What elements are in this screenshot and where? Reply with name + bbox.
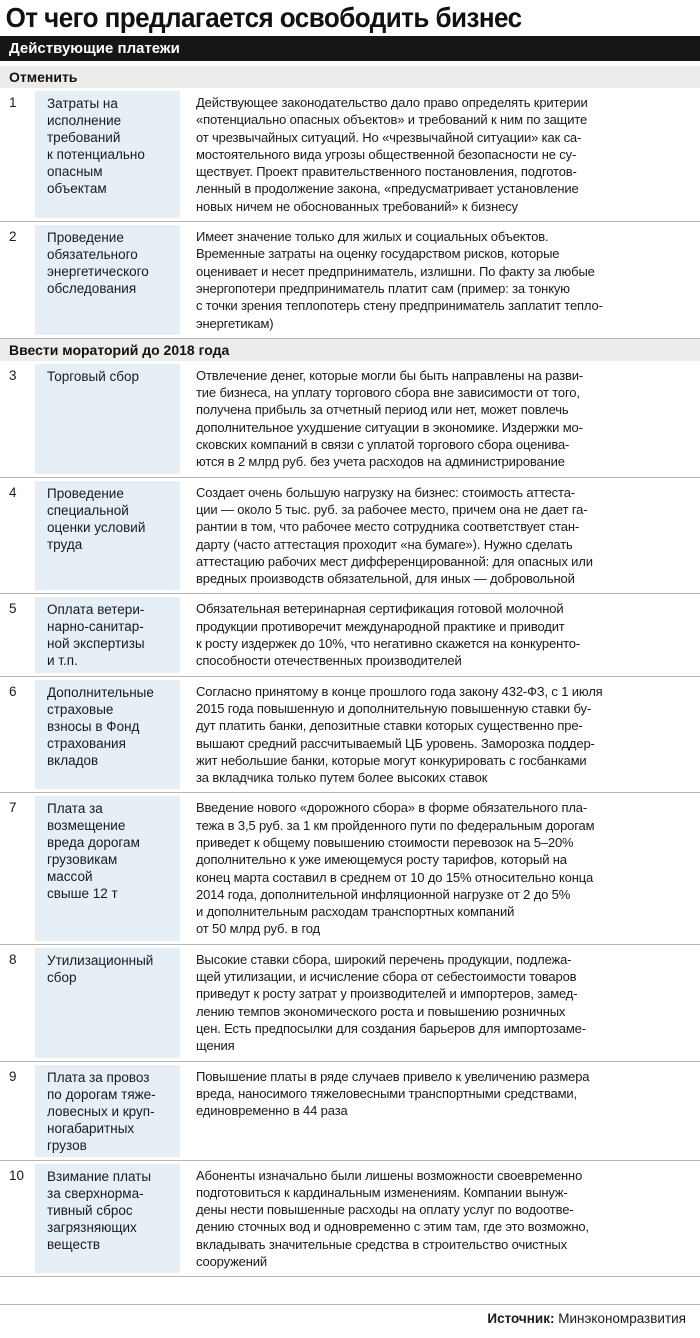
row-number: 9 [9,1068,17,1084]
payment-description: Действующее законодательство дало право определять критерии «потенциально опасных объектов» и требований к ним по защите от чрезвычайных ситуаций. Но «чрезвычайной ситуации» как са- мостоятельного вида угрозы общественной безопасности не су- ществует. Проект правительственного постановления, подготов- ленный в продолжение закона, «предусматривает установление новых ничем не обоснованных требований» к бизнесу [196,95,588,214]
row-number: 4 [9,484,17,500]
payment-name: Торговый сбор [35,364,180,474]
payment-description: Абоненты изначально были лишены возможности своевременно подготовиться к кардинальным изменениям. Компании вынуж- дены нести повышенные расходы на оплату услуг по водоотве- дению сточных вод и одновременно с этим там, где это возможно, вкладывать значительные средства в строительство очистных сооружений [196,1167,589,1270]
section-header: Ввести мораторий до 2018 года [0,339,700,361]
payment-name: Оплата ветери- нарно-санитар- ной экспертизы и т.п. [35,597,180,672]
payment-name: Плата за провоз по дорогам тяже- ловесных и круп- ногабаритных грузов [35,1065,180,1157]
table-row [0,1062,700,1161]
page-title: От чего предлагается освободить бизнес [5,2,522,33]
payment-name: Плата за возмещение вреда дорогам грузовикам массой свыше 12 т [35,796,180,940]
table-row [0,88,700,222]
payment-description: Создает очень большую нагрузку на бизнес: стоимость аттеста- ции — около 5 тыс. руб. за рабочее место, причем она не дает га- рантии в том, что рабочее место сотрудника соответствует стан- дарту (часто аттестация проходит «на бумаге»). Нужно сделать аттестацию рабочих мест дифференцированной: для опасных или вредных производств обязательной, для иных — добровольной [196,484,593,587]
payment-description: Согласно принятому в конце прошлого года закону 432-ФЗ, с 1 июля 2015 года повышенную и дополнительную повышенную ставки бу- дут платить банки, депозитные ставки которых существенно пре- вышают средний рассчитываемый ЦБ уровень. Заморозка поддер- жит небольшие банки, которые могут конкурировать с госбанками за вкладчика только путем более высоких ставок [196,683,603,786]
row-number: 2 [9,229,17,245]
row-number: 5 [9,601,17,617]
row-number: 7 [9,800,17,816]
source-label: Источник: [487,1311,555,1326]
footer-divider [0,1304,700,1305]
payment-name: Затраты на исполнение требований к потенциально опасным объектам [35,91,180,218]
header-bar: Действующие платежи [0,36,700,61]
payment-description: Высокие ставки сбора, широкий перечень продукции, подлежа- щей утилизации, и исчисление сбора от себестоимости товаров приведут к росту затрат у производителей и импортеров, замед- лению темпов экономического роста и повышению розничных цен. Есть предпосылки для создания барьеров для импортозаме- щения [196,951,586,1054]
payment-description: Введение нового «дорожного сбора» в форме обязательного пла- тежа в 3,5 руб. за 1 км пройденного пути по федеральным дорогам приведет к общему повышению стоимости перевозок на 5–20% дополнительно к уже имеющемуся росту тарифов, который на конец марта составил в среднем от 10 до 15% относительно конца 2014 года, дополнительной инфляционной нагрузке от 2 до 5% и дополнительным расходам транспортных компаний от 50 млрд руб. в год [196,800,595,937]
row-number: 6 [9,683,17,699]
payment-description: Повышение платы в ряде случаев привело к увеличению размера вреда, наносимого тяжеловесными транспортными средствами, единовременно в 44 раза [196,1068,590,1119]
table-row [0,478,700,595]
source-note [487,1311,686,1326]
row-number: 10 [9,1167,25,1183]
table-row [0,945,700,1062]
row-number: 3 [9,367,17,383]
payments-table [0,66,700,1277]
table-row [0,793,700,944]
payment-name: Проведение обязательного энергетического обследования [35,225,180,335]
source-value: Минэкономразвития [558,1311,686,1326]
table-row [0,677,700,794]
row-number: 8 [9,951,17,967]
payment-name: Дополнительные страховые взносы в Фонд страхования вкладов [35,680,180,790]
payment-description: Отвлечение денег, которые могли бы быть направлены на разви- тие бизнеса, на уплату торгового сбора вне зависимости от того, получена прибыль за отчетный период или нет, может повлечь дополнительное ухудшение ситуации в экономике. Издержки мо- сковских компаний в связи с уплатой торгового сбора оценива- ются в 2 млрд руб. без учета расходов на администрирование [196,367,584,470]
payment-description: Имеет значение только для жилых и социальных объектов. Временные затраты на оценку государством рисков, которые оценивает и несет предприниматель, излишни. По факту за любые энергопотери предприниматель платит сам (пример: за тонкую с точки зрения теплопотерь стену предприниматель заплатит тепло- энергетикам) [196,229,603,331]
payment-name: Утилизационный сбор [35,948,180,1058]
payment-description: Обязательная ветеринарная сертификация готовой молочной продукции противоречит международной практике и приводит к росту издержек до 10%, что негативно скажется на конкуренто- способности отечественных производителей [196,601,581,669]
row-number: 1 [9,95,17,110]
payment-name: Проведение специальной оценки условий труда [35,481,180,591]
payment-name: Взимание платы за сверхнорма- тивный сброс загрязняющих веществ [35,1164,180,1274]
table-row [0,222,700,339]
table-row [0,594,700,676]
section-header: Отменить [0,66,700,88]
table-row [0,1161,700,1278]
table-row [0,361,700,478]
